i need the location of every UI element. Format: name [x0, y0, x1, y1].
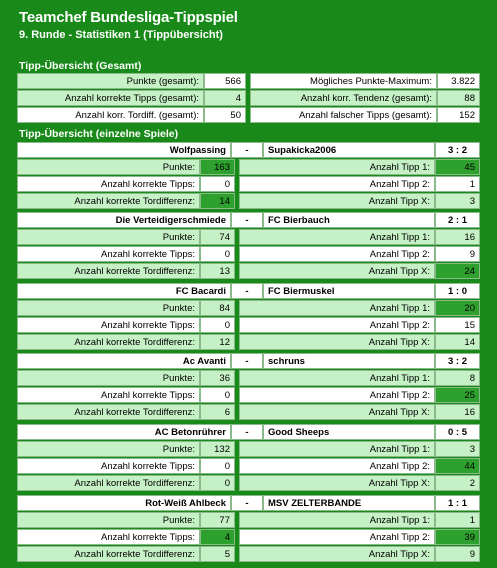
stat-label: Anzahl korrekte Tordifferenz: — [17, 263, 200, 279]
stat-value: 132 — [200, 441, 235, 457]
stat-value: 14 — [200, 193, 235, 209]
stat-value: 74 — [200, 229, 235, 245]
stat-value: 0 — [200, 317, 235, 333]
stat-value: 84 — [200, 300, 235, 316]
tipp-value: 8 — [435, 370, 480, 386]
overview-label: Punkte (gesamt): — [17, 73, 204, 89]
overview-row — [17, 107, 480, 123]
stat-label: Anzahl korrekte Tordifferenz: — [17, 193, 200, 209]
tipp-value: 44 — [435, 458, 480, 474]
match-stat-row — [17, 263, 480, 279]
match-separator: - — [231, 353, 263, 369]
match-stat-row — [17, 229, 480, 245]
stat-value: 12 — [200, 334, 235, 350]
overview-row — [17, 73, 480, 89]
stat-label: Anzahl korrekte Tipps: — [17, 387, 200, 403]
match-block — [17, 283, 480, 351]
stat-value: 77 — [200, 512, 235, 528]
stat-label: Anzahl korrekte Tordifferenz: — [17, 546, 200, 562]
overview-value: 50 — [204, 107, 246, 123]
tipp-label: Anzahl Tipp X: — [239, 475, 435, 491]
match-stat-row — [17, 193, 480, 209]
away-team: Good Sheeps — [263, 424, 435, 440]
tipp-label: Anzahl Tipp 1: — [239, 229, 435, 245]
match-stat-row — [17, 475, 480, 491]
tipp-value: 25 — [435, 387, 480, 403]
away-team: Supakicka2006 — [263, 142, 435, 158]
overview-value: 152 — [437, 107, 480, 123]
overview-value: 4 — [204, 90, 246, 106]
tipp-label: Anzahl Tipp 2: — [239, 176, 435, 192]
match-separator: - — [231, 495, 263, 511]
page-subtitle: 9. Runde - Statistiken 1 (Tippübersicht) — [19, 29, 223, 41]
match-separator: - — [231, 424, 263, 440]
match-header — [17, 283, 480, 299]
overview-label: Mögliches Punkte-Maximum: — [250, 73, 437, 89]
match-stat-row — [17, 529, 480, 545]
tipp-value: 9 — [435, 546, 480, 562]
tipp-label: Anzahl Tipp X: — [239, 404, 435, 420]
home-team: FC Bacardi — [17, 283, 231, 299]
overview-row — [17, 90, 480, 106]
stat-value: 163 — [200, 159, 235, 175]
match-header — [17, 142, 480, 158]
stat-value: 0 — [200, 246, 235, 262]
match-block — [17, 353, 480, 421]
tipp-label: Anzahl Tipp X: — [239, 263, 435, 279]
match-separator: - — [231, 283, 263, 299]
match-stat-row — [17, 458, 480, 474]
match-stat-row — [17, 317, 480, 333]
tipp-label: Anzahl Tipp 1: — [239, 370, 435, 386]
match-block — [17, 495, 480, 563]
tipp-value: 16 — [435, 404, 480, 420]
match-stat-row — [17, 546, 480, 562]
stat-label: Punkte: — [17, 370, 200, 386]
match-stat-row — [17, 246, 480, 262]
match-separator: - — [231, 212, 263, 228]
match-header — [17, 424, 480, 440]
matches-section-title: Tipp-Übersicht (einzelne Spiele) — [19, 128, 179, 140]
tipp-label: Anzahl Tipp X: — [239, 334, 435, 350]
match-stat-row — [17, 387, 480, 403]
tipp-label: Anzahl Tipp 2: — [239, 317, 435, 333]
stat-label: Anzahl korrekte Tipps: — [17, 246, 200, 262]
tipp-label: Anzahl Tipp 1: — [239, 300, 435, 316]
match-score: 1 : 1 — [435, 495, 480, 511]
tipp-label: Anzahl Tipp 1: — [239, 441, 435, 457]
away-team: schruns — [263, 353, 435, 369]
home-team: Wolfpassing — [17, 142, 231, 158]
match-score: 2 : 1 — [435, 212, 480, 228]
match-header — [17, 495, 480, 511]
overview-label: Anzahl falscher Tipps (gesamt): — [250, 107, 437, 123]
tipp-value: 3 — [435, 193, 480, 209]
tipp-label: Anzahl Tipp 2: — [239, 458, 435, 474]
stat-label: Anzahl korrekte Tipps: — [17, 317, 200, 333]
match-separator: - — [231, 142, 263, 158]
stat-value: 36 — [200, 370, 235, 386]
stat-value: 13 — [200, 263, 235, 279]
tipp-label: Anzahl Tipp X: — [239, 546, 435, 562]
overview-label: Anzahl korr. Tendenz (gesamt): — [250, 90, 437, 106]
match-stat-row — [17, 370, 480, 386]
stat-value: 0 — [200, 458, 235, 474]
tipp-value: 2 — [435, 475, 480, 491]
overview-value: 88 — [437, 90, 480, 106]
match-stat-row — [17, 176, 480, 192]
overview-value: 3.822 — [437, 73, 480, 89]
match-block — [17, 424, 480, 492]
home-team: Die Verteidigerschmiede — [17, 212, 231, 228]
stat-label: Punkte: — [17, 229, 200, 245]
stat-label: Anzahl korrekte Tordifferenz: — [17, 334, 200, 350]
tipp-value: 9 — [435, 246, 480, 262]
tipp-label: Anzahl Tipp X: — [239, 193, 435, 209]
stat-value: 6 — [200, 404, 235, 420]
stat-value: 0 — [200, 176, 235, 192]
tipp-value: 16 — [435, 229, 480, 245]
match-stat-row — [17, 512, 480, 528]
overview-value: 566 — [204, 73, 246, 89]
tipp-label: Anzahl Tipp 2: — [239, 246, 435, 262]
overview-section-title: Tipp-Übersicht (Gesamt) — [19, 60, 142, 72]
tipp-value: 14 — [435, 334, 480, 350]
match-stat-row — [17, 404, 480, 420]
match-header — [17, 353, 480, 369]
match-stat-row — [17, 300, 480, 316]
tipp-label: Anzahl Tipp 2: — [239, 387, 435, 403]
match-stat-row — [17, 441, 480, 457]
match-score: 3 : 2 — [435, 142, 480, 158]
stat-label: Anzahl korrekte Tordifferenz: — [17, 475, 200, 491]
stat-label: Punkte: — [17, 512, 200, 528]
tipp-value: 1 — [435, 176, 480, 192]
stat-label: Anzahl korrekte Tipps: — [17, 458, 200, 474]
away-team: MSV ZELTERBANDE — [263, 495, 435, 511]
match-stat-row — [17, 159, 480, 175]
stat-label: Punkte: — [17, 159, 200, 175]
stat-label: Punkte: — [17, 300, 200, 316]
home-team: Ac Avanti — [17, 353, 231, 369]
tipp-value: 15 — [435, 317, 480, 333]
match-score: 0 : 5 — [435, 424, 480, 440]
stat-value: 0 — [200, 387, 235, 403]
away-team: FC Bierbauch — [263, 212, 435, 228]
tipp-value: 24 — [435, 263, 480, 279]
stat-label: Punkte: — [17, 441, 200, 457]
tipp-label: Anzahl Tipp 1: — [239, 159, 435, 175]
overview-table — [17, 73, 480, 124]
stat-label: Anzahl korrekte Tipps: — [17, 176, 200, 192]
away-team: FC Biermuskel — [263, 283, 435, 299]
match-score: 1 : 0 — [435, 283, 480, 299]
match-block — [17, 212, 480, 280]
match-score: 3 : 2 — [435, 353, 480, 369]
tipp-value: 3 — [435, 441, 480, 457]
match-header — [17, 212, 480, 228]
stat-value: 4 — [200, 529, 235, 545]
home-team: AC Betonrührer — [17, 424, 231, 440]
tipp-label: Anzahl Tipp 2: — [239, 529, 435, 545]
overview-label: Anzahl korr. Tordiff. (gesamt): — [17, 107, 204, 123]
tipp-value: 1 — [435, 512, 480, 528]
tipp-value: 39 — [435, 529, 480, 545]
page-title: Teamchef Bundesliga-Tippspiel — [19, 9, 238, 26]
overview-label: Anzahl korrekte Tipps (gesamt): — [17, 90, 204, 106]
stat-value: 0 — [200, 475, 235, 491]
tipp-value: 45 — [435, 159, 480, 175]
home-team: Rot-Weiß Ahlbeck — [17, 495, 231, 511]
tipp-value: 20 — [435, 300, 480, 316]
stat-label: Anzahl korrekte Tipps: — [17, 529, 200, 545]
match-stat-row — [17, 334, 480, 350]
match-block — [17, 142, 480, 210]
stat-label: Anzahl korrekte Tordifferenz: — [17, 404, 200, 420]
tipp-label: Anzahl Tipp 1: — [239, 512, 435, 528]
stat-value: 5 — [200, 546, 235, 562]
